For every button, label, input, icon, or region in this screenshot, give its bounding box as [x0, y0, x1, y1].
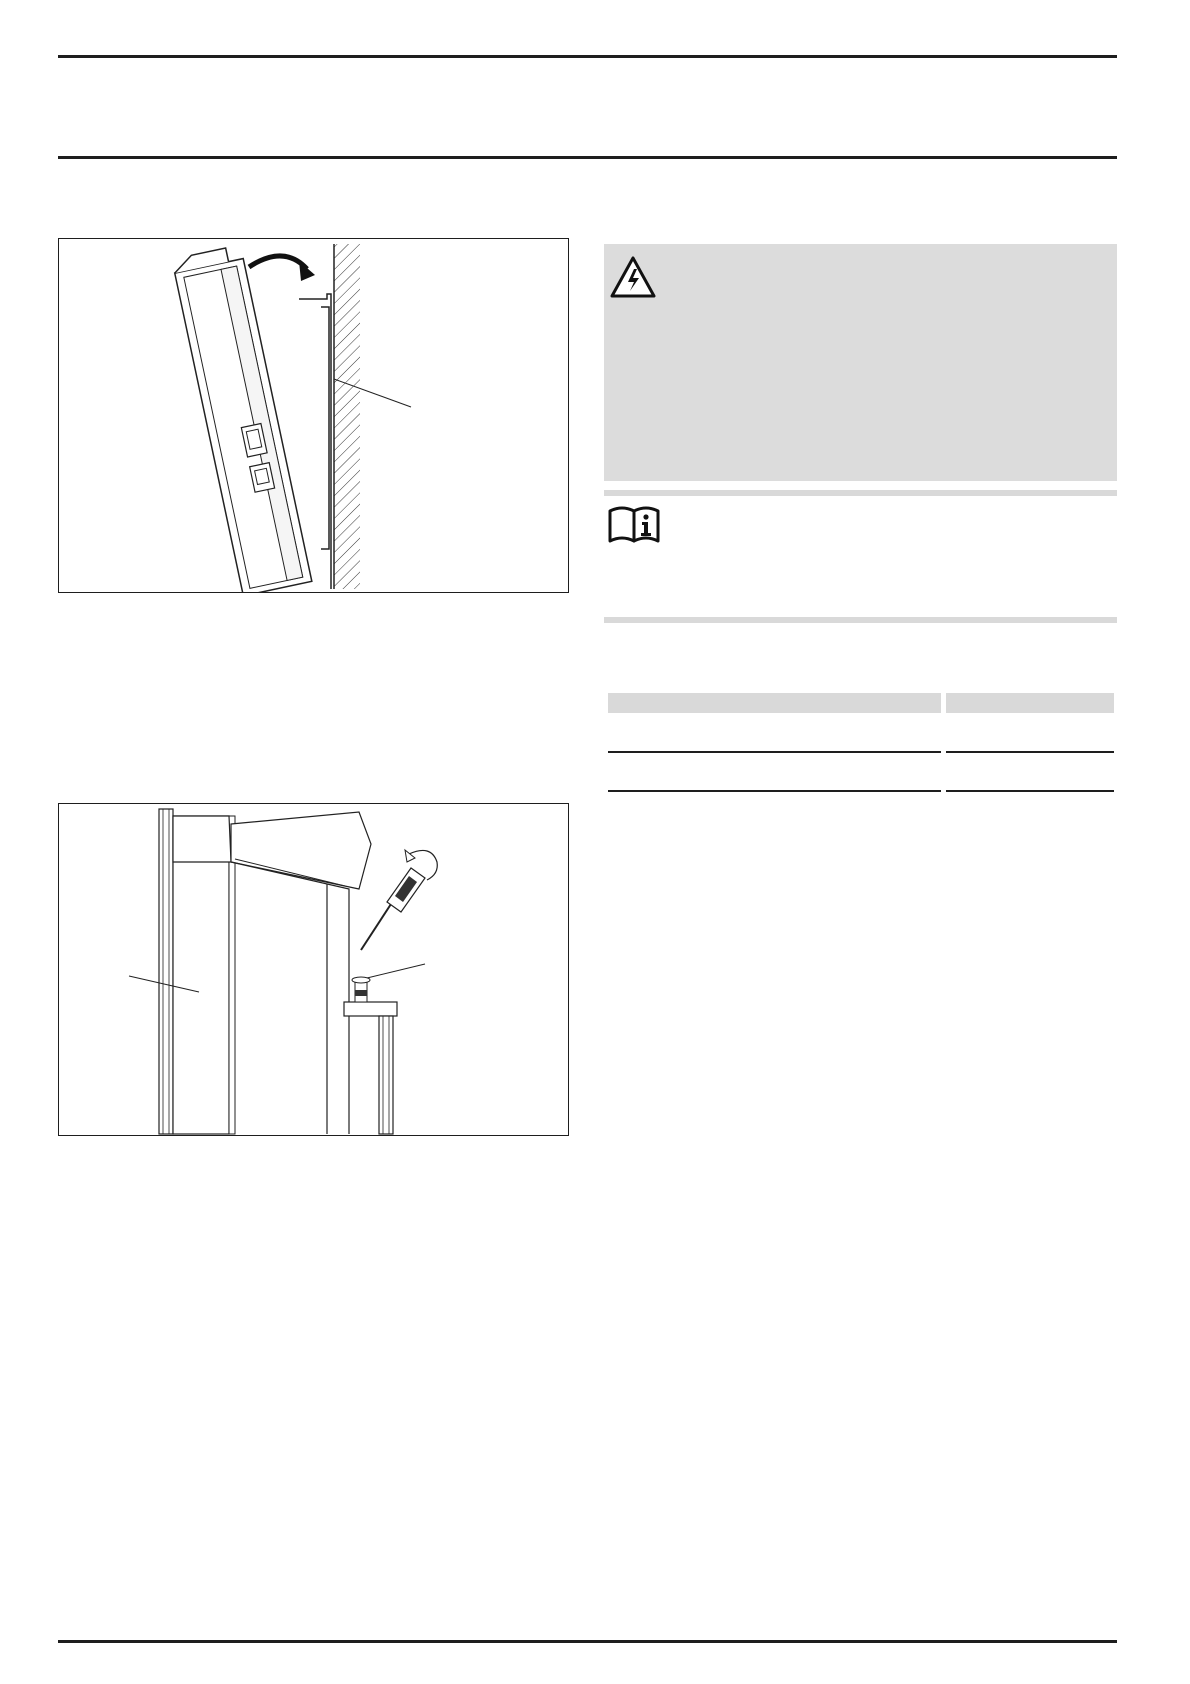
table-row-divider [946, 751, 1114, 753]
table-row-divider [608, 751, 941, 753]
wall-hatch [334, 244, 360, 589]
electric-hazard-warning-icon [610, 256, 656, 298]
table-header-cell [946, 693, 1114, 713]
warning-box [604, 244, 1117, 481]
info-divider-top [604, 490, 1117, 496]
cover-screw-illustration [59, 804, 569, 1136]
header-rule-top [58, 55, 1117, 58]
figure-cover-screw [58, 803, 569, 1136]
screwdriver-icon [361, 850, 437, 950]
table-row-divider [608, 790, 941, 792]
table-row-divider [946, 790, 1114, 792]
footer-rule [58, 1640, 1117, 1643]
table-header-cell [608, 693, 941, 713]
header-rule-bottom [58, 156, 1117, 159]
figure-wall-mount [58, 238, 569, 593]
info-divider-bottom [604, 617, 1117, 623]
read-manual-info-icon [606, 503, 666, 545]
wallbox-device [172, 245, 312, 593]
rotate-arrow-icon [299, 261, 315, 281]
wall-mount-illustration [59, 239, 569, 593]
